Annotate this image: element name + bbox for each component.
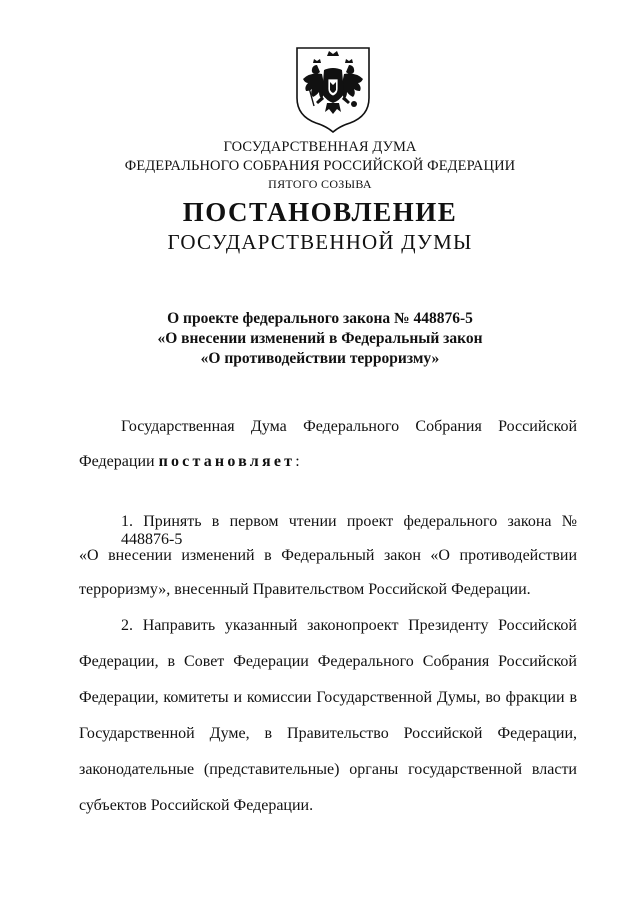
document-issuer-title: ГОСУДАРСТВЕННОЙ ДУМЫ <box>167 230 473 254</box>
clause-1-line-2: «О внесении изменений в Федеральный закон «О противодействии <box>79 547 577 564</box>
preamble-line-1: Государственная Дума Федерального Собрания Российской <box>121 418 577 435</box>
document-type-title: ПОСТАНОВЛЕНИЕ <box>182 197 458 227</box>
subject-line-2: «О внесении изменений в Федеральный закон <box>157 330 483 347</box>
subject-line-3: «О противодействии терроризму» <box>200 350 440 367</box>
organization-name-line2: ФЕДЕРАЛЬНОГО СОБРАНИЯ РОССИЙСКОЙ ФЕДЕРАЦИИ <box>124 158 516 174</box>
clause-2-line-1: 2. Направить указанный законопроект Президенту Российской <box>121 617 577 634</box>
convocation: ПЯТОГО СОЗЫВА <box>268 177 372 191</box>
subject-line-1: О проекте федерального закона № 448876-5 <box>167 310 473 327</box>
clause-2-line-4: Государственной Думе, в Правительство Российской Федерации, <box>79 725 577 742</box>
clause-2-line-6: субъектов Российской Федерации. <box>79 797 314 814</box>
decree-word: постановляет <box>158 453 296 470</box>
preamble-prefix: Федерации <box>79 453 159 470</box>
clause-2-line-5: законодательные (представительные) органы государственной власти <box>79 761 577 778</box>
preamble-suffix: : <box>295 453 300 470</box>
clause-1-line-1: 1. Принять в первом чтении проект федерального закона № 448876-5 <box>121 513 577 548</box>
clause-2-line-2: Федерации, в Совет Федерации Федерального Собрания Российской <box>79 653 577 670</box>
clause-2-line-3: Федерации, комитеты и комиссии Государственной Думы, во фракции в <box>79 689 577 706</box>
coat-of-arms-icon <box>294 46 372 134</box>
organization-name: ГОСУДАРСТВЕННАЯ ДУМА <box>223 139 417 155</box>
clause-1-line-3: терроризму», внесенный Правительством Российской Федерации. <box>79 581 531 598</box>
preamble-line-2 <box>79 453 300 471</box>
